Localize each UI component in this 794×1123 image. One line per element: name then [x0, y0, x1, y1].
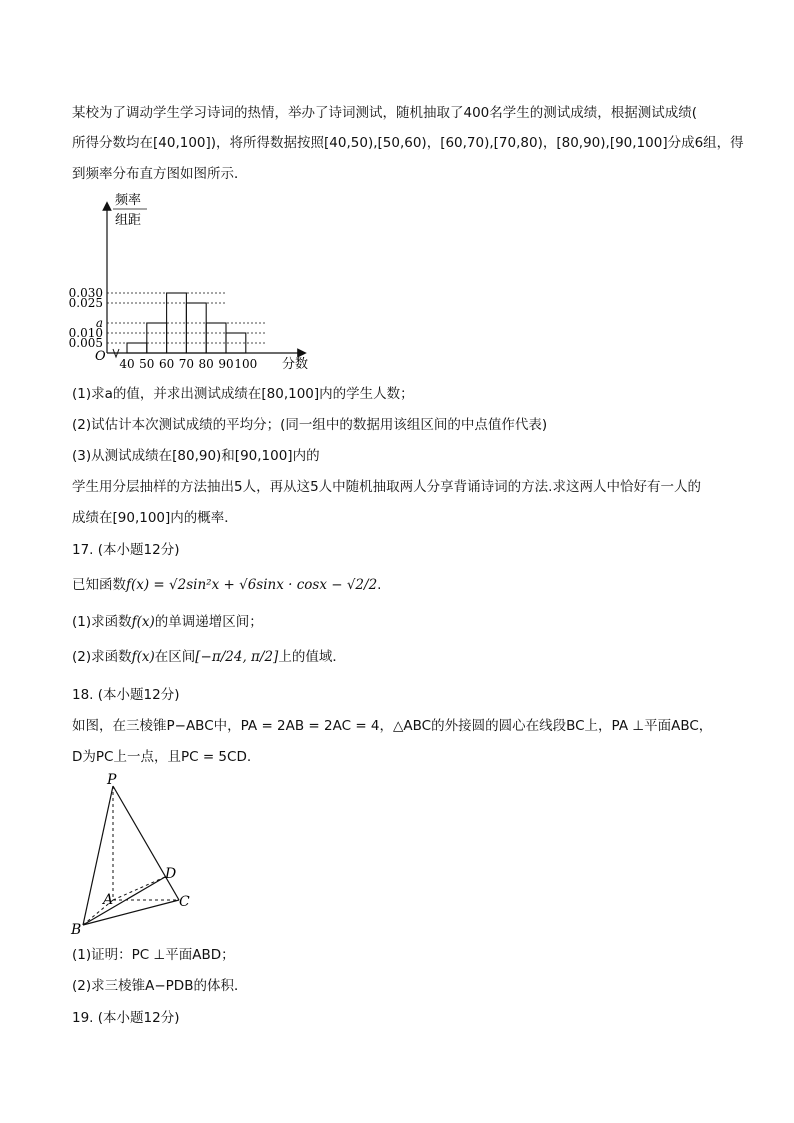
- y-tick-label: 0.005: [68, 336, 103, 350]
- y-tick-label: 0.030: [68, 286, 103, 300]
- y-axis-label-top: 频率: [115, 193, 142, 208]
- q17-stem-prefix: 已知函数: [72, 577, 126, 593]
- x-tick-label: 60: [158, 357, 175, 371]
- y-tick-label: 0.025: [68, 296, 103, 310]
- q17-part-2-suffix: 上的值域．: [278, 649, 346, 665]
- label-P: P: [107, 772, 117, 788]
- tetrahedron-figure: [65, 770, 200, 940]
- q17-part-2-prefix: (2)求函数: [72, 649, 132, 665]
- q16-part-1: (1)求a的值，并求出测试成绩在[80,100]内的学生人数；: [72, 386, 414, 402]
- intro-line-1: 某校为了调动学生学习诗词的热情，举办了诗词测试，随机抽取了400名学生的测试成绩，根据测试成绩(: [72, 105, 698, 121]
- q18-part-2: (2)求三棱锥A−PDB的体积．: [72, 978, 248, 994]
- q17-part-1-suffix: 的单调递增区间；: [154, 614, 263, 630]
- q17-part-2-mid: 在区间: [154, 649, 196, 665]
- frequency-histogram: [60, 190, 330, 375]
- q17-part-1-fx: f(x): [131, 614, 155, 630]
- q17-part-1: [72, 613, 263, 631]
- x-axis-label: 分数: [282, 357, 309, 372]
- q19-header: 19. (本小题12分): [72, 1010, 180, 1026]
- intro-line-3: 到频率分布直方图如图所示．: [72, 166, 248, 182]
- intro-line-2: 所得分数均在[40,100])，将所得数据按照[40,50),[50,60)，[60,70),[70,80)，[80,90),[90,100]分成6组，得: [72, 135, 744, 151]
- q16-part-3-cont: 学生用分层抽样的方法抽出5人，再从这5人中随机抽取两人分享背诵诗词的方法.求这两人中恰好有一人的: [72, 479, 701, 495]
- histogram-bar: [147, 323, 167, 353]
- histogram-bar: [186, 303, 206, 353]
- label-D: D: [165, 866, 177, 882]
- x-tick-label: 50: [139, 357, 155, 371]
- q16-part-3-end: 成绩在[90,100]内的概率．: [72, 510, 238, 526]
- edge-BD: [83, 877, 165, 925]
- q17-function-expression: f(x) = √2sin²x + √6sinx · cosx − √2/2: [126, 577, 378, 593]
- q17-stem: 已知函数f(x) = √2sin²x + √6sinx · cosx − √2/2.: [72, 577, 382, 593]
- y-tick-label: 0.010: [68, 326, 103, 340]
- x-tick-label: 40: [119, 357, 135, 371]
- q18-stem-1: 如图，在三棱锥P−ABC中，PA = 2AB = 2AC = 4，△ABC的外接圆的圆心在线段BC上，PA ⊥平面ABC，: [72, 718, 713, 734]
- x-tick-label: 70: [178, 357, 195, 371]
- x-tick-label: 90: [218, 357, 234, 371]
- label-B: B: [71, 922, 82, 938]
- x-tick-label: 80: [198, 357, 214, 371]
- y-axis-label-bottom: 组距: [115, 213, 142, 228]
- histogram-bar: [206, 323, 226, 353]
- x-tick-label: 100: [234, 357, 258, 371]
- q18-part-1: (1)证明：PC ⊥平面ABD；: [72, 947, 235, 963]
- q18-stem-2: D为PC上一点，且PC = 5CD.: [72, 749, 252, 765]
- q17-part-2-interval: [−π/24, π/2]: [195, 649, 279, 665]
- y-tick-label: a: [95, 316, 103, 330]
- edge-AD-hidden: [113, 877, 165, 900]
- q16-part-3: (3)从测试成绩在[80,90)和[90,100]内的: [72, 448, 320, 464]
- q17-part-2-fx: f(x): [131, 649, 155, 665]
- label-A: A: [103, 892, 114, 908]
- edge-PC: [113, 786, 179, 900]
- q17-part-2: [72, 648, 346, 666]
- q16-part-2: (2)试估计本次测试成绩的平均分；(同一组中的数据用该组区间的中点值作代表): [72, 417, 548, 433]
- q18-header: 18. (本小题12分): [72, 687, 180, 703]
- q17-header: 17. (本小题12分): [72, 542, 180, 558]
- q17-part-1-prefix: (1)求函数: [72, 614, 132, 630]
- histogram-bar: [127, 343, 147, 353]
- label-C: C: [179, 894, 190, 910]
- origin-label: O: [95, 349, 106, 364]
